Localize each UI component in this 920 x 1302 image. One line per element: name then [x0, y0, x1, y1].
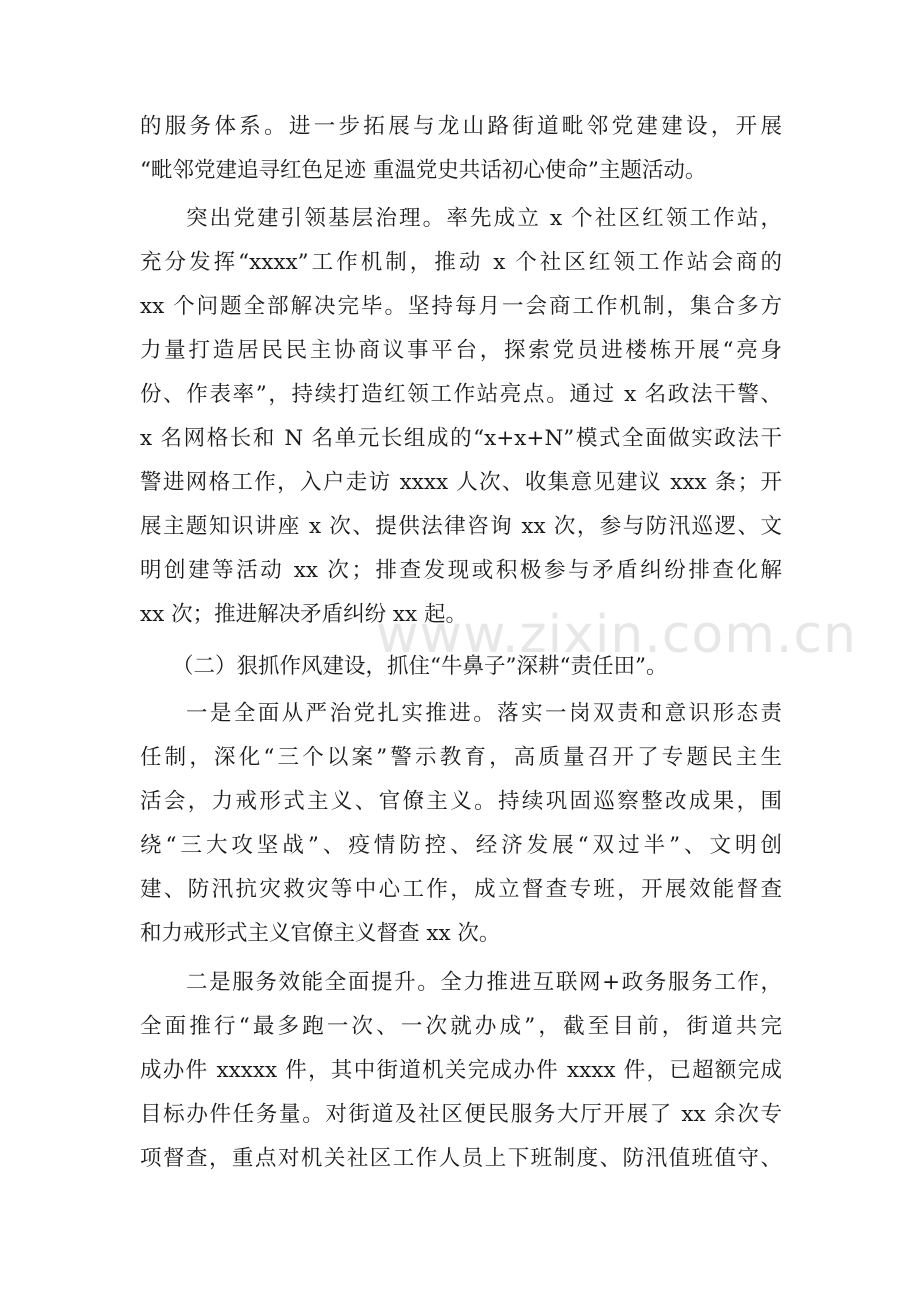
text-line: 任制，深化“三个以案”警示教育，高质量召开了专题民主生 — [140, 745, 782, 770]
text-line: 份、作表率”，持续打造红领工作站亮点。通过 x 名政法干警、 — [140, 382, 782, 407]
text-line: 和力戒形式主义官僚主义督查 xx 次。 — [140, 921, 501, 946]
text-line: 绕“三大攻坚战”、疫情防控、经济发展“双过半”、文明创 — [140, 833, 782, 858]
text-line: 活会，力戒形式主义、官僚主义。持续巩固巡察整改成果，围 — [140, 789, 782, 814]
text-line: 全面推行“最多跑一次、一次就办成”，截至目前，街道共完 — [140, 1014, 782, 1039]
text-line: 一是全面从严治党扎实推进。落实一岗双责和意识形态责 — [186, 701, 782, 726]
text-line: 建、防汛抗灾救灾等中心工作，成立督查专班，开展效能督查 — [140, 877, 782, 902]
text-line: 成办件 xxxxx 件，其中街道机关完成办件 xxxx 件，已超额完成 — [140, 1058, 782, 1083]
text-line: 突出党建引领基层治理。率先成立 x 个社区红领工作站， — [186, 206, 782, 231]
text-line: xx 次；推进解决矛盾纠纷 xx 起。 — [140, 602, 468, 627]
section-heading: （二）狠抓作风建设，抓住“牛鼻子”深耕“责任田”。 — [172, 654, 668, 679]
text-line: xx 个问题全部解决完毕。坚持每月一会商工作机制，集合多方 — [140, 294, 782, 319]
text-line: 警进网格工作，入户走访 xxxx 人次、收集意见建议 xxx 条；开 — [140, 470, 782, 495]
text-line: 展主题知识讲座 x 次、提供法律咨询 xx 次，参与防汛巡逻、文 — [140, 514, 782, 539]
text-line: 项督查，重点对机关社区工作人员上下班制度、防汛值班值守、 — [140, 1146, 782, 1171]
text-line: 明创建等活动 xx 次；排查发现或积极参与矛盾纠纷排查化解 — [140, 558, 782, 583]
text-line: x 名网格长和 N 名单元长组成的“x+x+N”模式全面做实政法干 — [140, 426, 782, 451]
text-line: 二是服务效能全面提升。全力推进互联网+政务服务工作， — [186, 970, 782, 995]
text-line: 目标办件任务量。对街道及社区便民服务大厅开展了 xx 余次专 — [140, 1102, 782, 1127]
text-line: 充分发挥“xxxx”工作机制，推动 x 个社区红领工作站会商的 — [140, 250, 782, 275]
text-line: “毗邻党建追寻红色足迹 重温党史共话初心使命”主题活动。 — [140, 158, 707, 183]
text-line: 力量打造居民民主协商议事平台，探索党员进楼栋开展“亮身 — [140, 338, 782, 363]
watermark: www.zixin.com.cn — [376, 605, 857, 665]
text-line: 的服务体系。进一步拓展与龙山路街道毗邻党建建设，开展 — [140, 114, 782, 139]
